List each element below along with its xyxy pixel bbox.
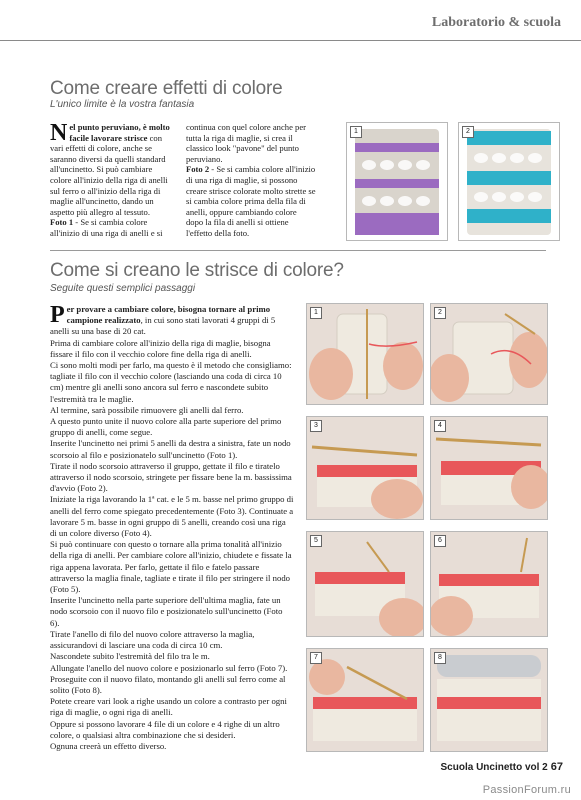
- page-footer: [441, 761, 564, 773]
- photo-number: 6: [434, 535, 446, 547]
- step-image: [431, 649, 547, 751]
- step-image: [307, 304, 423, 404]
- teal-swatch-image: [459, 123, 559, 240]
- section1-foto1-text: - Se si cambia colore all'inizio di una riga di anelli e si: [50, 217, 163, 238]
- paragraph: Nascondete subito l'estremità del filo tra le m.: [50, 651, 210, 662]
- paragraph: , in cui sono stati lavorati 4 gruppi di 5 anelli su una base di 20 cat.: [50, 315, 276, 337]
- step-photo-8: [430, 648, 548, 752]
- section1-dropcap: N: [50, 120, 68, 146]
- sample-photo-1: [346, 122, 448, 241]
- step-photo-3: [306, 416, 424, 520]
- section1-column-2: [186, 122, 316, 239]
- section2-body: [50, 304, 294, 752]
- section2-subtitle: Seguite questi semplici passaggi: [50, 283, 196, 294]
- photo-number: 2: [462, 126, 474, 138]
- paragraph: Prima di cambiare colore all'inizio della riga di maglie, bisogna fissare il filo con il vecchio colore fine della riga di anelli.: [50, 337, 271, 359]
- sample-photo-2: [458, 122, 560, 241]
- page-number: 67: [550, 761, 563, 773]
- section1-title: Come creare effetti di colore: [50, 78, 283, 99]
- paragraph: Oppure si possono lavorare 4 file di un colore e 4 righe di un altro colore, o qualsiasi altra combinazione che si desideri.: [50, 718, 280, 740]
- step-photo-2: [430, 303, 548, 405]
- step-image: [431, 532, 547, 636]
- step-image: [307, 649, 423, 751]
- section2-dropcap: P: [50, 302, 65, 328]
- magazine-name: Scuola Uncinetto vol 2: [440, 762, 548, 773]
- paragraph: Iniziate la riga lavorando la 1ª cat. e le 5 m. basse nel primo gruppo di anelli del ferro come spiegato precedentemente (Foto 3). Continuate a lavorare 5 m. basse in ogni gruppo di 5 anelli, creando così una riga di un colore diverso (Foto 4).: [50, 494, 294, 539]
- section1-col2-text: continua con quel colore anche per tutta la riga di maglie, si crea il classico look "pavone" del punto peruviano.: [186, 122, 307, 164]
- photo-number: 2: [434, 307, 446, 319]
- paragraph: A questo punto unite il nuovo colore alla parte superiore del primo gruppo di anelli, come segue.: [50, 416, 282, 438]
- paragraph: Tirate il nodo scorsoio attraverso il gruppo, gettate il filo e tiratelo attraverso il nodo scorsoio, stringete per fissare bene la m. bassissima d'avvio (Foto 2).: [50, 460, 292, 494]
- section1-lead: el punto peruviano, è molto facile lavorare strisce: [69, 122, 170, 143]
- step-photo-1: [306, 303, 424, 405]
- section1-foto1-label: Foto 1: [50, 217, 74, 228]
- paragraph: Proseguite con il nuovo filato, montando gli anelli sul ferro come al solito (Foto 8).: [50, 673, 286, 695]
- photo-number: 7: [310, 652, 322, 664]
- section1-foto2-label: Foto 2: [186, 164, 210, 175]
- step-photo-6: [430, 531, 548, 637]
- step-image: [431, 417, 547, 519]
- header-rule: [0, 40, 581, 41]
- photo-number: 4: [434, 420, 446, 432]
- paragraph: Tirate l'anello di filo del nuovo colore attraverso la maglia, assicurandovi di lasciare una coda di circa 10 cm.: [50, 628, 255, 651]
- step-image: [431, 304, 547, 404]
- paragraph: Inserite l'uncinetto nei primi 5 anelli da destra a sinistra, fate un nodo scorsoio al filo e posizionatelo sull'uncinetto (Foto 1).: [50, 438, 291, 460]
- step-photo-4: [430, 416, 548, 520]
- photo-number: 1: [310, 307, 322, 319]
- paragraph: Potete creare vari look a righe usando un colore a contrasto per ogni riga di maglie, o ogni riga di anelli.: [50, 696, 287, 718]
- paragraph: Ci sono molti modi per farlo, ma questo è il metodo che consigliamo: tagliate il filo con il vecchio colore (lasciando una coda di circa 10 cm) mentre gli anelli sono ancora sul ferro e nascondete subito l'estremità tra le maglie.: [50, 360, 292, 404]
- photo-number: 5: [310, 535, 322, 547]
- photo-number: 1: [350, 126, 362, 138]
- section1-col1-text: con vari effetti di colore, anche se saranno diversi da quelli standard all'uncinetto. Si può cambiare colore all'inizio della riga di anelli sul ferro o all'inizio della riga di maglie all'uncinetto, dando un aspetto più allegro al tessuto.: [50, 132, 168, 217]
- step-image: [307, 417, 423, 519]
- paragraph: Si può continuare con questo o tornare alla prima tonalità all'inizio della riga di anelli. Per cambiare colore all'inizio, chiudete e fissate la riga appena lavorata. Per farlo, gettate il filo e fatelo passare attraverso la maglia finale, tagliate e tirate il filo per stringere il nodo (Foto 5).: [50, 539, 292, 595]
- section1-subtitle: L'unico limite è la vostra fantasia: [50, 99, 195, 110]
- paragraph: Al termine, sarà possibile rimuovere gli anelli dal ferro.: [50, 404, 244, 415]
- photo-number: 8: [434, 652, 446, 664]
- page-header: [0, 0, 581, 46]
- section2-title: Come si creano le strisce di colore?: [50, 260, 344, 281]
- section-label: Laboratorio & scuola: [431, 15, 561, 30]
- step-image: [307, 532, 423, 636]
- section1-column-1: [50, 122, 172, 239]
- watermark: PassionForum.ru: [482, 784, 571, 796]
- purple-swatch-image: [347, 123, 447, 240]
- section2-lead: er provare a cambiare colore, bisogna tornare al primo campione realizzato: [66, 304, 271, 326]
- photo-number: 3: [310, 420, 322, 432]
- section-divider: [50, 250, 546, 251]
- step-photo-7: [306, 648, 424, 752]
- step-photo-5: [306, 531, 424, 637]
- paragraph: Allungate l'anello del nuovo colore e posizionarlo sul ferro (Foto 7).: [50, 662, 288, 673]
- section1-foto2-text: - Se si cambia colore all'inizio di una riga di maglie, si possono creare strisce colorate molto strette se si cambia colore prima della fila di anelli, oppure cambiando colore dopo la fila di anelli si ottiene l'effetto della foto.: [186, 164, 316, 238]
- paragraph: Inserite l'uncinetto nella parte superiore dell'ultima maglia, fate un nodo scorsoio con il nuovo filo e posizionatelo sull'uncinetto (Foto 6).: [50, 595, 283, 628]
- paragraph: Ognuna creerà un effetto diverso.: [50, 740, 167, 751]
